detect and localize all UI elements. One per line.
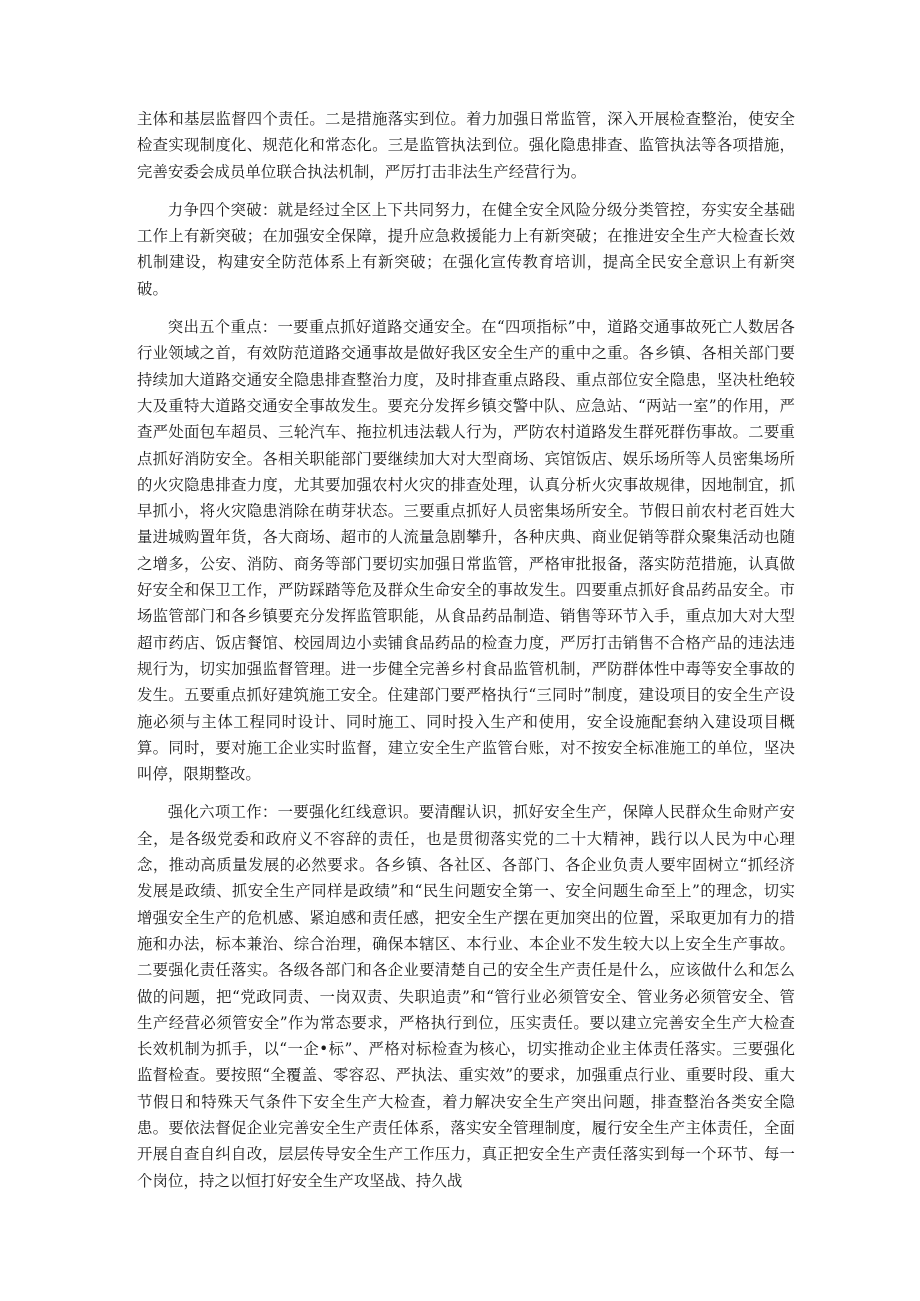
paragraph-six-tasks: 强化六项工作：一要强化红线意识。要清醒认识，抓好安全生产，保障人民群众生命财产安全，是各级党委和政府义不容辞的责任，也是贯彻落实党的二十大精神，践行以人民为中心理念，推动高质量发展的必然要求。各乡镇、各社区、各部门、各企业负责人要牢固树立“抓经济发展是政绩、抓安全生产同样是政绩”和“民生问题安全第一、安全问题生命至上”的理念，切实增强安全生产的危机感、紧迫感和责任感，把安全生产摆在更加突出的位置，采取更加有力的措施和办法，标本兼治、综合治理，确保本辖区、本行业、本企业不发生较大以上安全生产事故。二要强化责任落实。各级各部门和各企业要清楚自己的安全生产责任是什么，应该做什么和怎么做的问题，把“党政同责、一岗双责、失职追责”和“管行业必须管安全、管业务必须管安全、管生产经营必须管安全”作为常态要求，严格执行到位，压实责任。要以建立完善安全生产大检查长效机制为抓手，以“一企•标”、严格对标检查为核心，切实推动企业主体责任落实。三要强化监督检查。要按照“全覆盖、零容忍、严执法、重实效”的要求，加强重点行业、重要时段、重大节假日和特殊天气条件下安全生产大检查，着力解决安全生产突出问题，排查整治各类安全隐患。要依法督促企业完善安全生产责任体系，落实安全管理制度，履行安全生产主体责任，全面开展自查自纠自改，层层传导安全生产工作压力，真正把安全生产责任落实到每一个环节、每一个岗位，持之以恒打好安全生产攻坚战、持久战 bbox=[137, 803, 795, 1190]
paragraph-four-breakthroughs: 力争四个突破：就是经过全区上下共同努力，在健全安全风险分级分类管控，夯实安全基础工作上有新突破；在加强安全保障，提升应急救援能力上有新突破；在推进安全生产大检查长效机制建设，构建安全防范体系上有新突破；在强化宣传教育培训，提高全民安全意识上有新突破。 bbox=[137, 200, 795, 298]
paragraph-five-priorities: 突出五个重点：一要重点抓好道路交通安全。在“四项指标”中，道路交通事故死亡人数居各行业领域之首，有效防范道路交通事故是做好我区安全生产的重中之重。各乡镇、各相关部门要持续加大道路交通安全隐患排查整治力度，及时排查重点路段、重点部位安全隐患，坚决杜绝较大及重特大道路交通安全事故发生。要充分发挥乡镇交警中队、应急站、“两站一室”的作用，严查严处面包车超员、三轮汽车、拖拉机违法载人行为，严防农村道路发生群死群伤事故。二要重点抓好消防安全。各相关职能部门要继续加大对大型商场、宾馆饭店、娱乐场所等人员密集场所的火灾隐患排查力度，尤其要加强农村火灾的排查处理，认真分析火灾事故规律，因地制宜，抓早抓小，将火灾隐患消除在萌芽状态。三要重点抓好人员密集场所安全。节假日前农村老百姓大量进城购置年货，各大商场、超市的人流量急剧攀升，各种庆典、商业促销等群众聚集活动也随之增多，公安、消防、商务等部门要切实加强日常监管，严格审批报备，落实防范措施，认真做好安全和保卫工作，严防踩踏等危及群众生命安全的事故发生。四要重点抓好食品药品安全。市场监管部门和各乡镇要充分发挥监管职能，从食品药品制造、销售等环节入手，重点加大对大型超市药店、饭店餐馆、校园周边小卖铺食品药品的检查力度，严厉打击销售不合格产品的违法违规行为，切实加强监督管理。进一步健全完善乡村食品监管机制，严防群体性中毒等安全事故的发生。五要重点抓好建筑施工安全。住建部门要严格执行“三同时”制度，建设项目的安全生产设施必须与主体工程同时设计、同时施工、同时投入生产和使用，安全设施配套纳入建设项目概算。同时，要对施工企业实时监督，建立安全生产监管台账，对不按安全标准施工的单位，坚决叫停，限期整改。 bbox=[137, 318, 795, 784]
paragraph-responsibility: 主体和基层监督四个责任。二是措施落实到位。着力加强日常监管，深入开展检查整治，使安全检查实现制度化、规范化和常态化。三是监管执法到位。强化隐患排查、监管执法等各项措施，完善安委会成员单位联合执法机制，严厉打击非法生产经营行为。 bbox=[137, 110, 795, 181]
document-page bbox=[137, 106, 795, 1206]
